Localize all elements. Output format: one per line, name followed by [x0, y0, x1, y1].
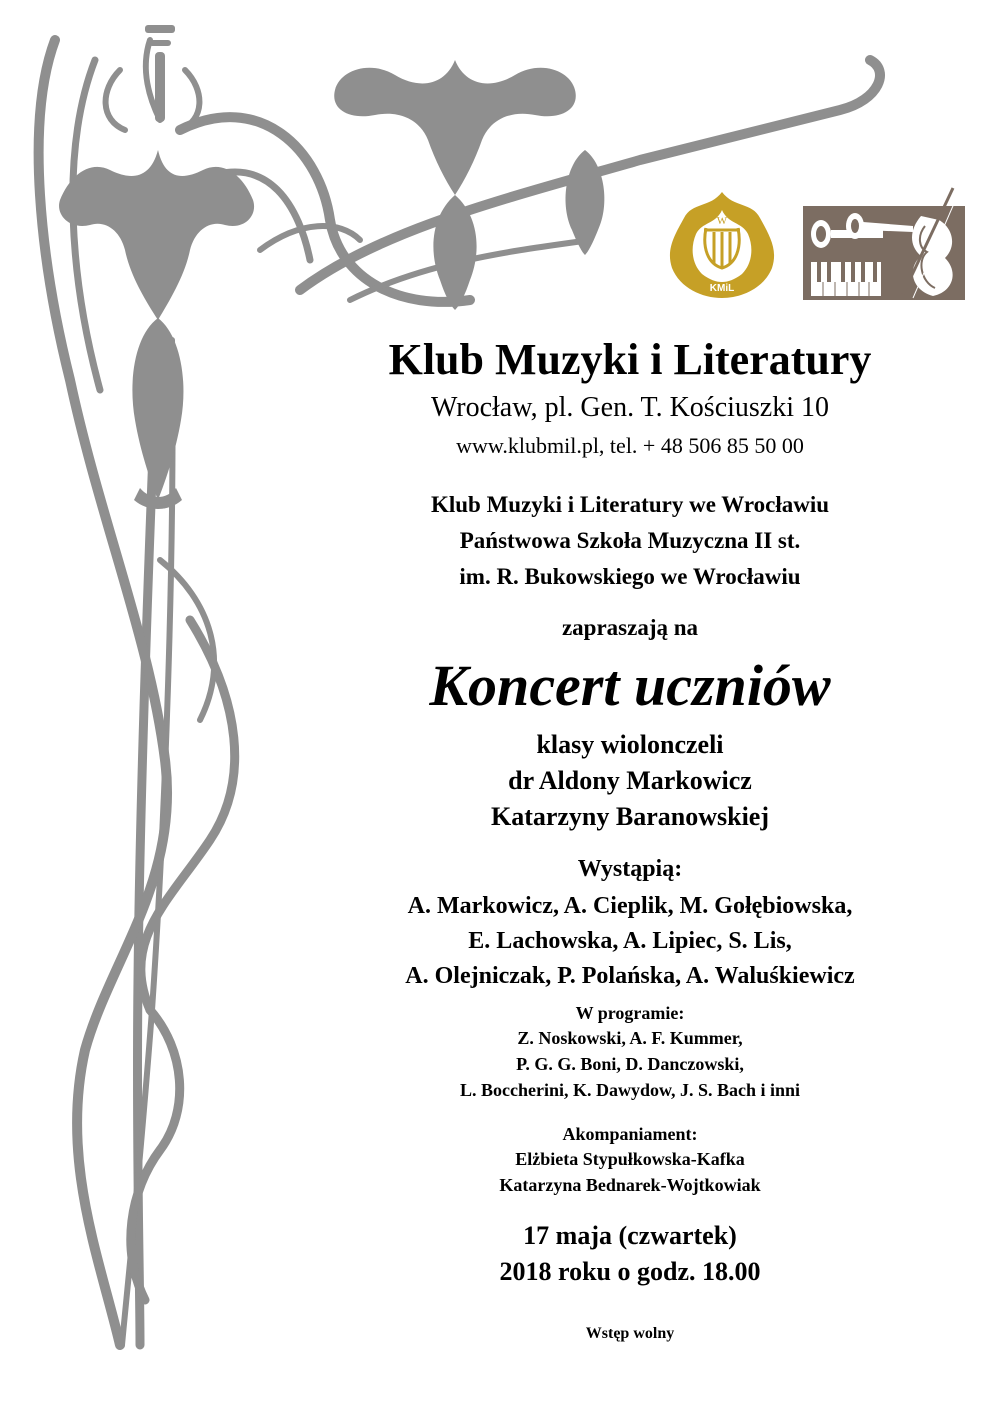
program-line: L. Boccherini, K. Dawydow, J. S. Bach i inni [459, 1080, 801, 1100]
kmil-logo [662, 188, 782, 300]
performers-line: A. Markowicz, A. Cieplik, M. Gołębiowska, [407, 893, 853, 919]
club-contact: www.klubmil.pl, tel. + 48 506 85 50 00 [456, 433, 804, 458]
club-name: Klub Muzyki i Literatury [388, 335, 872, 384]
performers-line: A. Olejniczak, P. Polańska, A. Waluśkiewicz [405, 963, 855, 989]
event-time: 2018 roku o godz. 18.00 [499, 1257, 761, 1286]
instruments-logo [803, 186, 965, 300]
club-address: Wrocław, pl. Gen. T. Kościuszki 10 [430, 392, 830, 423]
organizer-line: Państwowa Szkoła Muzyczna II st. [459, 528, 801, 553]
class-info-line: klasy wiolonczeli [536, 730, 724, 759]
kmil-initial: W [716, 215, 728, 227]
class-info-line: Katarzyny Baranowskiej [490, 802, 770, 831]
accompaniment-line: Elżbieta Stypułkowska-Kafka [515, 1149, 745, 1169]
performers-heading: Wystąpią: [577, 856, 683, 882]
admission-note: Wstęp wolny [585, 1325, 675, 1342]
invite-text: zapraszają na [561, 615, 699, 640]
accompaniment-heading: Akompaniament: [562, 1124, 698, 1144]
class-info-line: dr Aldony Markowicz [508, 766, 752, 795]
program-heading: W programie: [575, 1003, 685, 1023]
accompaniment-line: Katarzyna Bednarek-Wojtkowiak [499, 1175, 761, 1195]
program-line: Z. Noskowski, A. F. Kummer, [517, 1028, 743, 1048]
event-date: 17 maja (czwartek) [523, 1221, 737, 1250]
event-title: Koncert uczniów [429, 653, 831, 718]
organizer-line: im. R. Bukowskiego we Wrocławiu [459, 564, 801, 589]
organizer-line: Klub Muzyki i Literatury we Wrocławiu [430, 492, 830, 517]
performers-line: E. Lachowska, A. Lipiec, S. Lis, [468, 928, 792, 954]
kmil-text: KMiL [709, 283, 735, 294]
program-line: P. G. G. Boni, D. Danczowski, [516, 1054, 744, 1074]
